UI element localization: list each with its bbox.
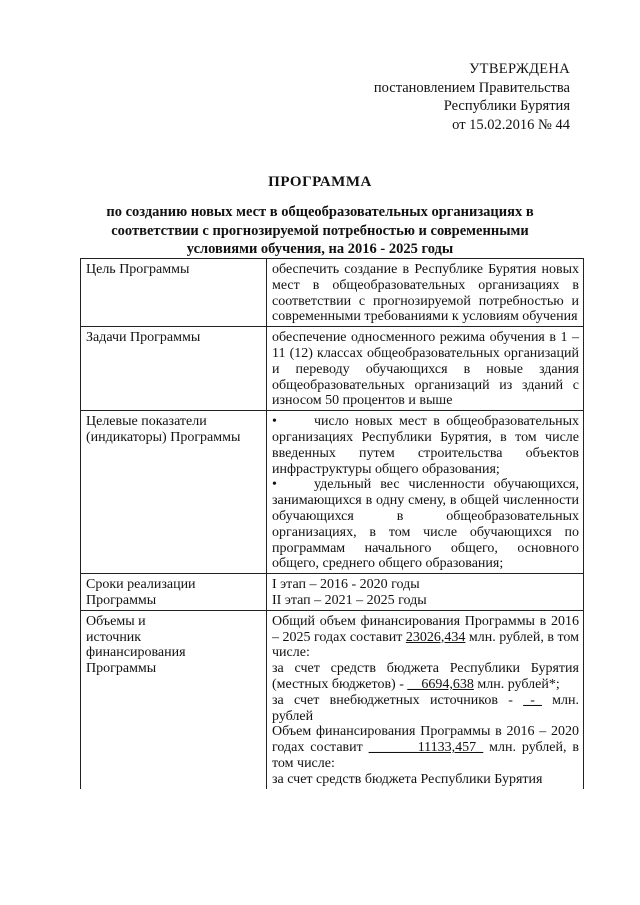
funding-paragraph: за счет внебюджетных источников - _-_ млн. рублей bbox=[272, 692, 580, 724]
program-title bbox=[60, 174, 580, 259]
subtitle-line: соответствии с прогнозируемой потребностью и современными bbox=[111, 222, 529, 239]
approval-heading: УТВЕРЖДЕНА bbox=[469, 61, 570, 77]
approval-line: постановлением Правительства bbox=[373, 79, 570, 96]
row-label: Сроки реализации Программы bbox=[81, 574, 267, 611]
program-subtitle bbox=[60, 203, 580, 259]
row-value bbox=[267, 610, 584, 788]
row-value: обеспечение односменного режима обучения в 1 – 11 (12) классах общеобразовательных организаций и переводу обучающихся в новые здания общеобразовательных организаций из зданий с износом 50 процентов и выше bbox=[267, 327, 584, 411]
table-row bbox=[81, 610, 584, 788]
bullet-icon: • bbox=[272, 477, 277, 493]
amount-regional: __6694,638 bbox=[407, 676, 474, 692]
row-label: Целевые показатели (индикаторы) Программы bbox=[81, 411, 267, 574]
row-label: Задачи Программы bbox=[81, 327, 267, 411]
funding-paragraph: Общий объем финансирования Программы в 2016 – 2025 годах составит 23026,434 млн. рублей, в том числе: bbox=[272, 613, 579, 661]
funding-paragraph: Объем финансирования Программы в 2016 – 2020 годах составит _______11133,457_ млн. рублей, в том числе: bbox=[272, 724, 580, 771]
stage-item: I этап – 2016 - 2020 годы bbox=[272, 577, 420, 593]
approval-line: Республики Бурятия bbox=[443, 98, 570, 114]
subtitle-line: условиями обучения, на 2016 - 2025 годы bbox=[186, 241, 454, 257]
funding-paragraph: за счет средств бюджета Республики Бурятия (местных бюджетов) - __6694,638 млн. рублей*; bbox=[272, 661, 579, 692]
indicator-item: • удельный вес численности обучающихся, занимающихся в одну смену, в общей численности обучающихся в общеобразовательных организациях, в том числе обучающихся по программам начального общего, основного общего, среднего общего образования; bbox=[272, 477, 579, 572]
amount-stage1: _______11133,457_ bbox=[368, 740, 484, 756]
table-row bbox=[81, 574, 584, 611]
amount-total: 23026,434 bbox=[405, 629, 466, 645]
program-passport-table bbox=[80, 258, 584, 789]
approval-date: от 15.02.2016 № 44 bbox=[452, 116, 570, 133]
amount-offbudget: _-_ bbox=[523, 692, 542, 708]
row-label: Объемы и источник финансирования Программы bbox=[81, 610, 267, 788]
row-label: Цель Программы bbox=[81, 259, 267, 327]
approval-stamp bbox=[374, 60, 570, 134]
row-value bbox=[267, 411, 584, 574]
table-row bbox=[81, 327, 584, 411]
bullet-icon: • bbox=[272, 414, 277, 430]
subtitle-line: по созданию новых мест в общеобразовательных организациях в bbox=[106, 204, 534, 220]
table-row bbox=[81, 259, 584, 327]
stage-item: II этап – 2021 – 2025 годы bbox=[272, 592, 427, 608]
row-value: обеспечить создание в Республике Бурятия новых мест в общеобразовательных организациях в соответствии с прогнозируемой потребностью и современными требованиями к условиям обучения bbox=[267, 259, 584, 327]
indicator-item: • число новых мест в общеобразовательных организациях Республики Бурятия, в том числе введенных путем строительства объектов инфраструктуры общего образования; bbox=[272, 414, 579, 477]
table-row bbox=[81, 411, 584, 574]
program-heading: ПРОГРАММА bbox=[268, 174, 372, 190]
row-value bbox=[267, 574, 584, 611]
funding-paragraph: за счет средств бюджета Республики Бурятия bbox=[272, 771, 543, 787]
